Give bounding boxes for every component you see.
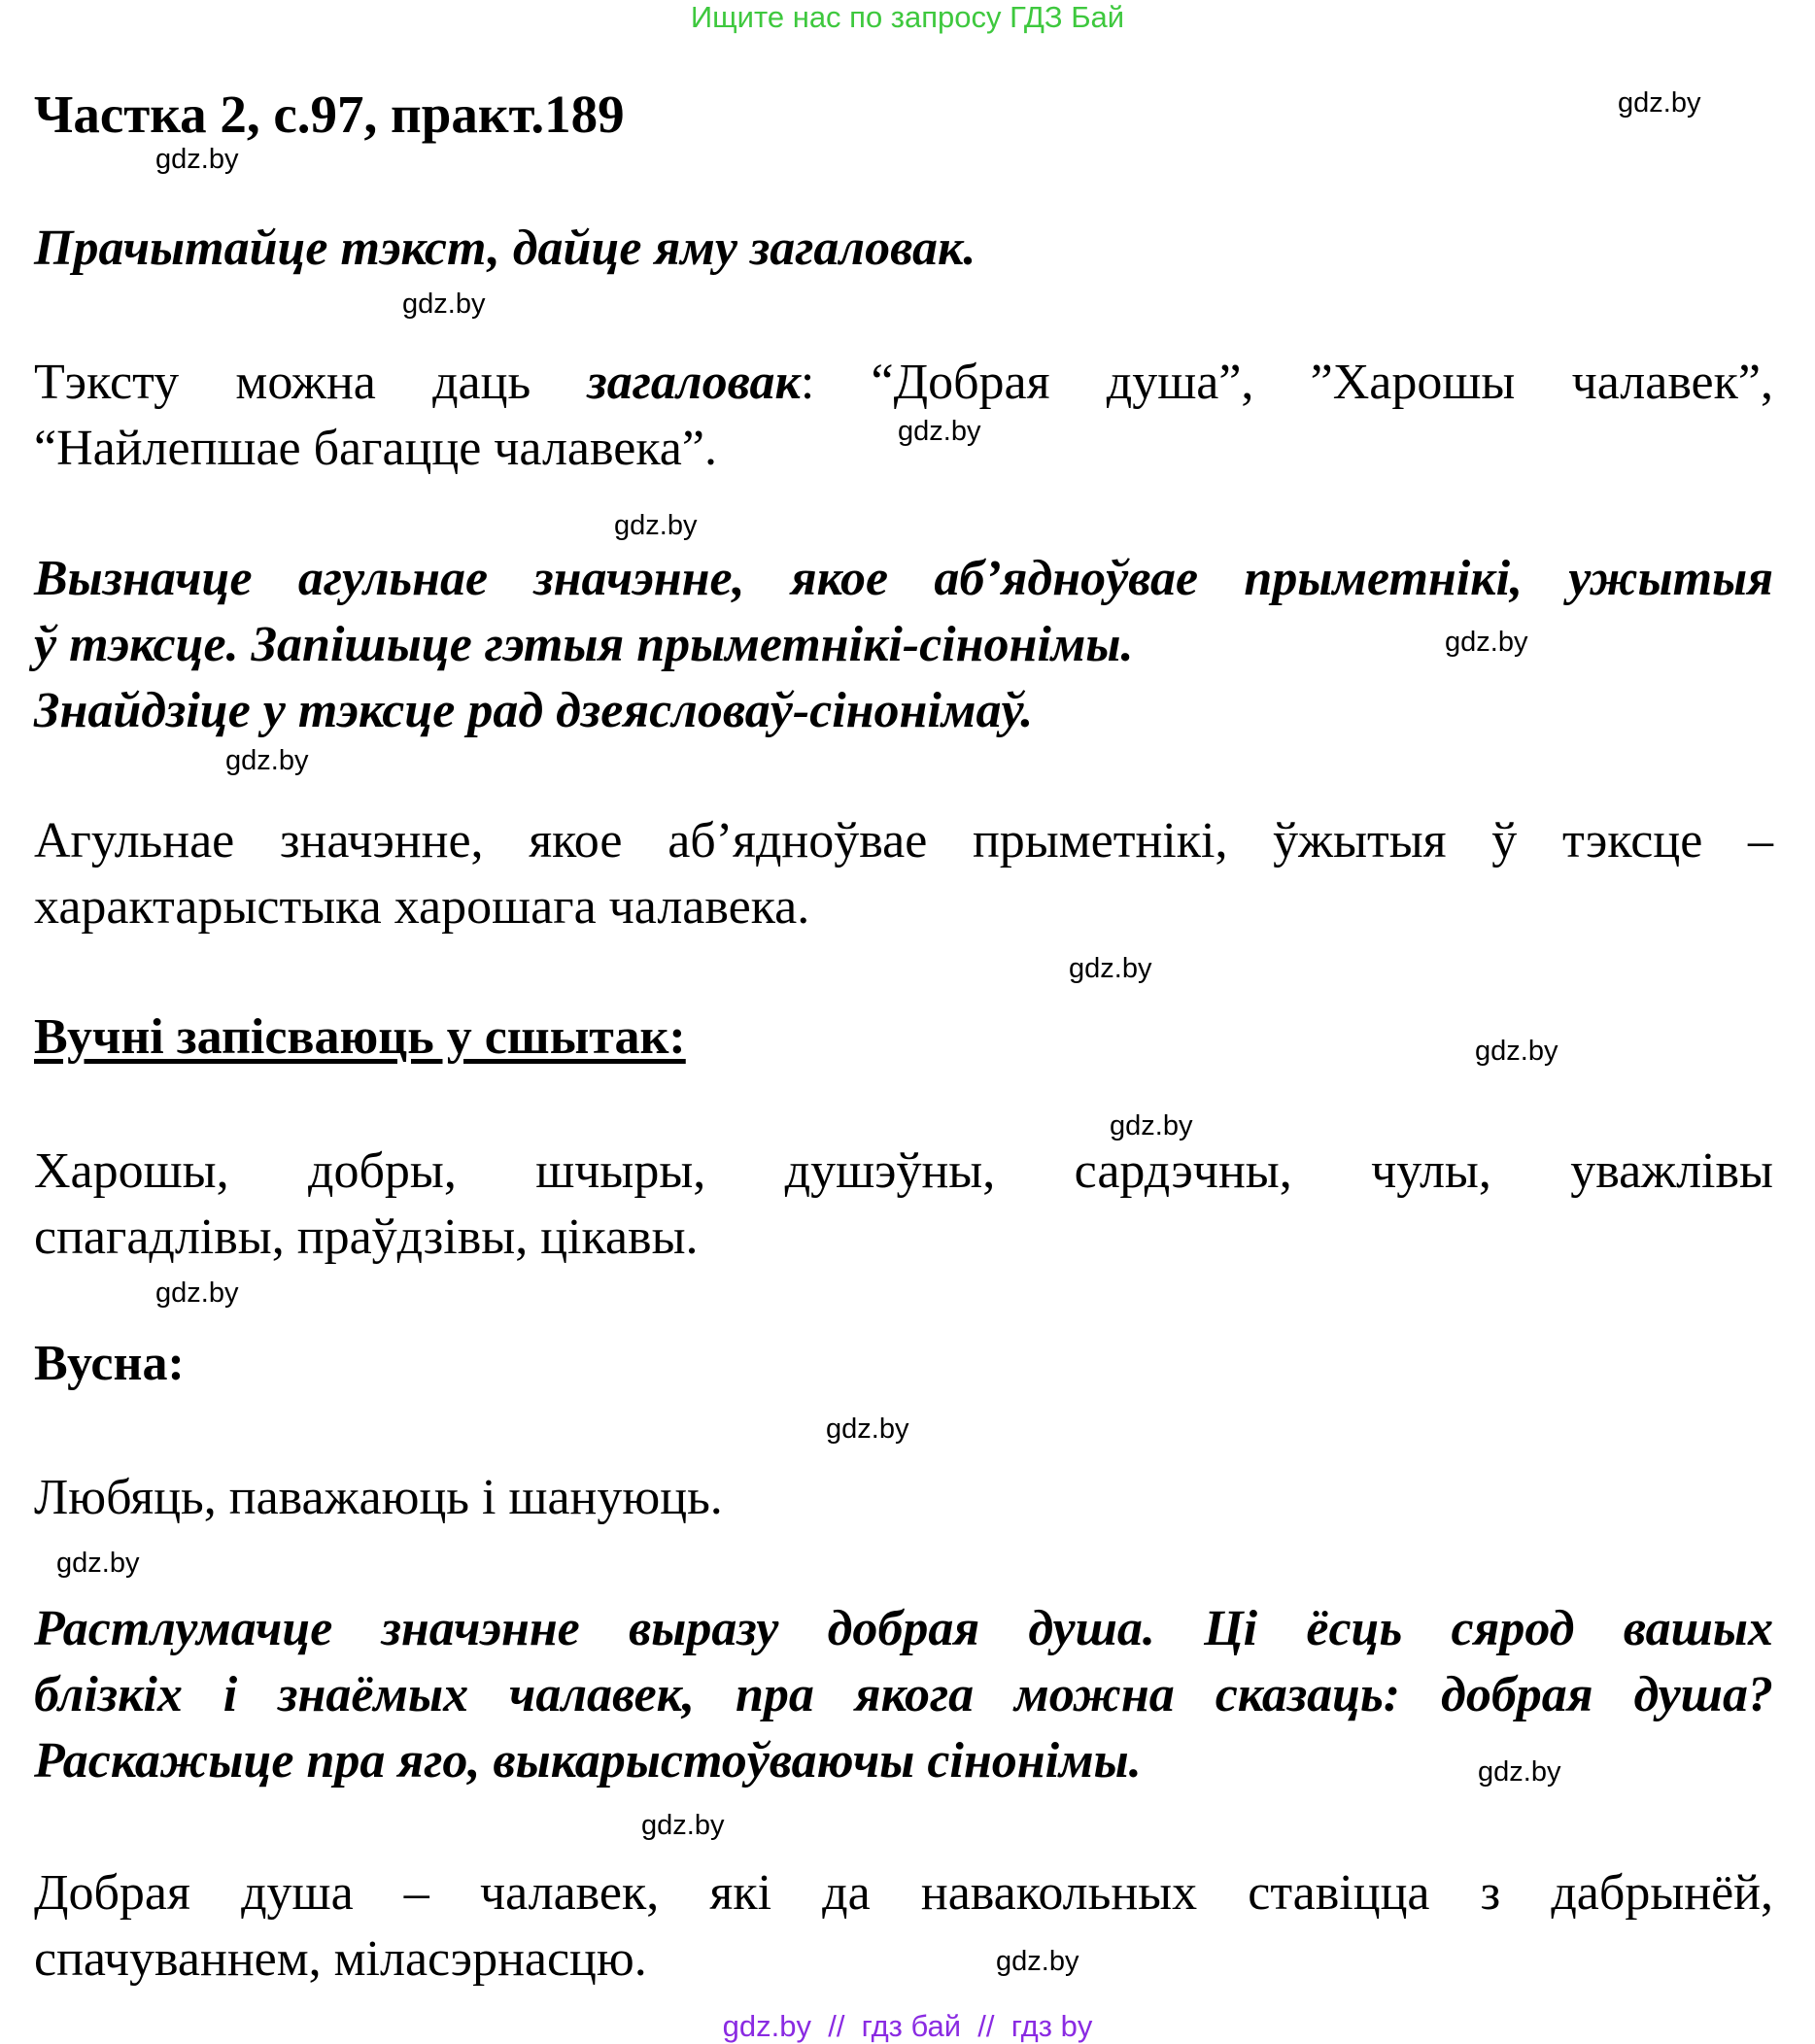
answer-5-line-2: спачуваннем, міласэрнасцю. <box>34 1931 647 1987</box>
watermark: gdz.by <box>826 1414 909 1445</box>
page-title: Частка 2, с.97, практ.189 <box>34 85 625 144</box>
watermark: gdz.by <box>1478 1756 1561 1788</box>
answer-5 <box>34 1860 1773 1993</box>
watermark: gdz.by <box>155 1278 239 1309</box>
answer-2-line-1: Агульнае значэнне, якое аб’ядноўвае прыметнікі, ўжытыя ў тэксце – <box>34 813 1773 869</box>
watermark: gdz.by <box>1445 627 1528 658</box>
task-1-text: Прачытайце тэкст, дайце яму загаловак. <box>34 221 976 276</box>
watermark: gdz.by <box>898 416 981 447</box>
answer-1-line-2: “Найлепшае багацце чалавека”. <box>34 421 717 476</box>
answer-2 <box>34 808 1773 940</box>
answer-5-line-1: Добрая душа – чалавек, які да навакольных ставіцца з дабрынёй, <box>34 1865 1773 1921</box>
answer-4-text: Любяць, паважаюць і шануюць. <box>34 1470 723 1525</box>
task-2-line-2: ў тэксце. Запішыце гэтыя прыметнікі-сінонімы. <box>34 617 1134 672</box>
answer-1-text-b: : “Добрая душа”, ”Харошы чалавек”, <box>800 355 1773 410</box>
watermark: gdz.by <box>402 289 486 320</box>
watermark: gdz.by <box>996 1946 1079 1977</box>
answer-1-emphasis: загаловак <box>587 355 801 410</box>
section-notebook: Вучні запісваюць у сшытак: <box>34 1009 686 1065</box>
watermark: gdz.by <box>1475 1036 1558 1067</box>
answer-1-line-1 <box>34 350 1773 416</box>
watermark: gdz.by <box>56 1548 140 1579</box>
task-3-line-3: Раскажыце пра яго, выкарыстоўваючы сінонімы. <box>34 1733 1142 1788</box>
task-3-line-2: блізкіх і знаёмых чалавек, пра якога можна сказаць: добрая душа? <box>34 1667 1773 1722</box>
watermark: gdz.by <box>1110 1110 1193 1141</box>
answer-3-line-2: спагадлівы, праўдзівы, цікавы. <box>34 1209 699 1265</box>
top-banner[interactable]: Ищите нас по запросу ГДЗ Бай <box>690 0 1125 34</box>
task-2-line-1: Вызначце агульнае значэнне, якое аб’ядноўвае прыметнікі, ужытыя <box>34 551 1773 606</box>
answer-2-line-2: характарыстыка харошага чалавека. <box>34 879 810 935</box>
footer-links[interactable]: gdz.by // гдз бай // гдз by <box>722 2009 1093 2043</box>
answer-4 <box>34 1465 1773 1531</box>
answer-1-text-a: Тэксту можна даць <box>34 355 588 410</box>
task-3-line-1: Растлумачце значэнне выразу добрая душа. Ці ёсць сярод вашых <box>34 1601 1773 1656</box>
section-oral: Вусна: <box>34 1336 185 1391</box>
answer-3 <box>34 1139 1773 1271</box>
task-2-line-3: Знайдзіце у тэксце рад дзеясловаў-сінонімаў. <box>34 683 1034 738</box>
answer-3-line-1: Харошы, добры, шчыры, душэўны, сардэчны, чулы, уважлівы <box>34 1143 1773 1199</box>
watermark: gdz.by <box>1618 87 1701 119</box>
watermark: gdz.by <box>1069 953 1152 984</box>
watermark: gdz.by <box>641 1810 725 1841</box>
task-1 <box>34 216 1773 282</box>
watermark: gdz.by <box>225 745 309 776</box>
watermark: gdz.by <box>614 510 698 541</box>
watermark: gdz.by <box>155 144 239 175</box>
